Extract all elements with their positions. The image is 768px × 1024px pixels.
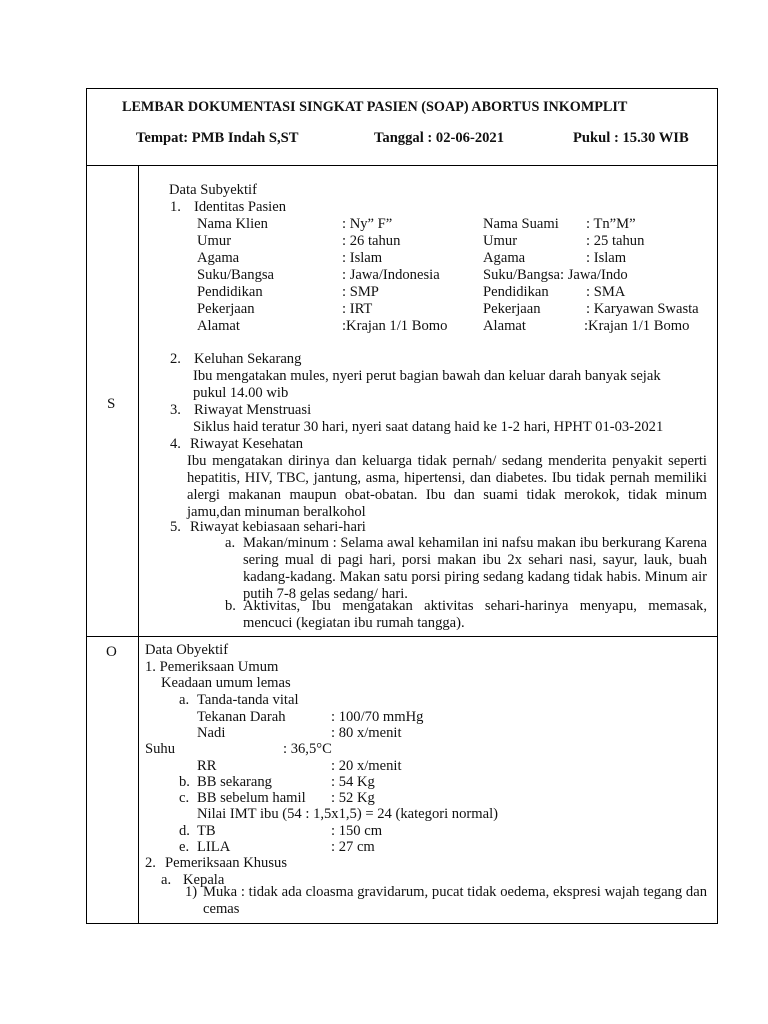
identitas-value: : Jawa/Indonesia: [342, 267, 440, 283]
bb-sekarang-label: BB sekarang: [197, 774, 272, 790]
pemeriksaan-khusus-title: Pemeriksaan Khusus: [165, 855, 288, 871]
o-label: O: [106, 644, 117, 660]
tempat-text: Tempat: PMB Indah S,ST: [136, 130, 299, 146]
identitas-value: : Islam: [342, 250, 383, 266]
column-divider: [138, 165, 139, 924]
identitas-key: Alamat: [483, 318, 526, 334]
nadi-label: Nadi: [197, 725, 226, 741]
keluhan-num: 2.: [170, 351, 181, 367]
identitas-key: Pekerjaan: [483, 301, 541, 317]
tekanan-darah-value: : 100/70 mmHg: [331, 709, 424, 725]
tekanan-darah-label: Tekanan Darah: [197, 709, 286, 725]
lila-label: LILA: [197, 839, 231, 855]
rr-label: RR: [197, 758, 217, 774]
suhu-label: Suhu: [145, 741, 176, 757]
suhu-value: : 36,5°C: [283, 741, 332, 757]
lila-value: : 27 cm: [331, 839, 375, 855]
identitas-value: : Tn”M”: [586, 216, 636, 232]
keluhan-title: Keluhan Sekarang: [194, 351, 302, 367]
aktivitas-label: b.: [225, 598, 236, 614]
identitas-key: Pendidikan: [197, 284, 263, 300]
identitas-value: : Ny” F”: [342, 216, 393, 232]
bb-sebelum-hamil-label: BB sebelum hamil: [197, 790, 306, 806]
table-border-bottom: [86, 923, 718, 924]
nadi-value: : 80 x/menit: [331, 725, 402, 741]
pemeriksaan-khusus-num: 2.: [145, 855, 156, 871]
table-border-top: [86, 88, 718, 89]
menstruasi-text: Siklus haid teratur 30 hari, nyeri saat datang haid ke 1-2 hari, HPHT 01-03-2021: [193, 419, 664, 435]
pemeriksaan-umum-title: 1. Pemeriksaan Umum: [145, 659, 279, 675]
bb-sebelum-hamil-marker: c.: [179, 790, 190, 806]
identitas-key: Alamat: [197, 318, 240, 334]
identitas-value: : 25 tahun: [586, 233, 645, 249]
document-title: LEMBAR DOKUMENTASI SINGKAT PASIEN (SOAP) ABORTUS INKOMPLIT: [122, 99, 628, 115]
imt-text: Nilai IMT ibu (54 : 1,5x1,5) = 24 (kategori normal): [197, 806, 498, 822]
identitas-key: Agama: [483, 250, 526, 266]
ttv-title: Tanda-tanda vital: [197, 692, 299, 708]
keluhan-line-2: pukul 14.00 wib: [193, 385, 289, 401]
identitas-key: Agama: [197, 250, 240, 266]
ttv-label: a.: [179, 692, 190, 708]
identitas-value: : 26 tahun: [342, 233, 401, 249]
kebiasaan-num: 5.: [170, 519, 181, 535]
identitas-value: : SMA: [586, 284, 626, 300]
menstruasi-title: Riwayat Menstruasi: [194, 402, 312, 418]
makan-paragraph: Makan/minum : Selama awal kehamilan ini nafsu makan ibu berkurang Karena sering mual di pagi hari, porsi makan ibu 2x sehari nasi, sayur, lauk, buah kadang-kadang. Makan satu porsi piring sedang kadang tidak habis. Minum air putih 7-8 gelas sedang/ hari.: [243, 535, 707, 602]
pukul-text: Pukul : 15.30 WIB: [573, 130, 689, 146]
identitas-num: 1.: [170, 199, 181, 215]
menstruasi-num: 3.: [170, 402, 181, 418]
s-label: S: [107, 396, 116, 412]
bb-sekarang-marker: b.: [179, 774, 190, 790]
kepala-title: Kepala: [183, 872, 225, 888]
rr-value: : 20 x/menit: [331, 758, 402, 774]
identitas-key: Umur: [197, 233, 232, 249]
identitas-key: Pendidikan: [483, 284, 549, 300]
header-divider: [86, 165, 718, 166]
identitas-value: : IRT: [342, 301, 373, 317]
bb-sekarang-value: : 54 Kg: [331, 774, 375, 790]
identitas-key: Suku/Bangsa: Jawa/Indo: [483, 267, 628, 283]
identitas-value: : Islam: [586, 250, 627, 266]
tb-label: TB: [197, 823, 216, 839]
tanggal-text: Tanggal : 02-06-2021: [374, 130, 505, 146]
makan-label: a.: [225, 535, 236, 551]
identitas-key: Umur: [483, 233, 518, 249]
kebiasaan-title: Riwayat kebiasaan sehari-hari: [190, 519, 366, 535]
identitas-key: Nama Suami: [483, 216, 559, 232]
bb-sebelum-hamil-value: : 52 Kg: [331, 790, 375, 806]
kesehatan-title: Riwayat Kesehatan: [190, 436, 304, 452]
kesehatan-num: 4.: [170, 436, 181, 452]
kesehatan-paragraph: Ibu mengatakan dirinya dan keluarga tidak pernah/ sedang menderita penyakit seperti hepatitis, HIV, TBC, jantung, asma, hipertensi, dan diabetes. Ibu tidak pernah memiliki alergi makanan maupun obat-obatan. Ibu dan suami tidak merokok, tidak minum jamu,dan minuman beralkohol: [187, 453, 707, 520]
keadaan-umum: Keadaan umum lemas: [161, 675, 291, 691]
identitas-key: Suku/Bangsa: [197, 267, 275, 283]
data-subyektif-heading: Data Subyektif: [169, 182, 257, 198]
identitas-value: : Karyawan Swasta: [586, 301, 699, 317]
identitas-title: Identitas Pasien: [194, 199, 287, 215]
identitas-key: Nama Klien: [197, 216, 268, 232]
data-obyektif-heading: Data Obyektif: [145, 642, 229, 658]
identitas-value: : SMP: [342, 284, 379, 300]
identitas-value: :Krajan 1/1 Bomo: [342, 318, 448, 334]
lila-marker: e.: [179, 839, 190, 855]
tb-marker: d.: [179, 823, 190, 839]
table-border-left: [86, 88, 87, 924]
identitas-key: Pekerjaan: [197, 301, 255, 317]
aktivitas-paragraph: Aktivitas, Ibu mengatakan aktivitas sehari-harinya menyapu, memasak, mencuci (kegiatan ibu rumah tangga).: [243, 598, 707, 631]
muka-marker: 1): [185, 884, 198, 900]
muka-paragraph: Muka : tidak ada cloasma gravidarum, pucat tidak oedema, ekspresi wajah tegang dan cemas: [203, 884, 707, 917]
kepala-marker: a.: [161, 872, 172, 888]
table-border-right: [717, 88, 718, 924]
keluhan-line-1: Ibu mengatakan mules, nyeri perut bagian bawah dan keluar darah banyak sejak: [193, 368, 661, 384]
tb-value: : 150 cm: [331, 823, 383, 839]
section-divider: [86, 636, 718, 637]
identitas-value: :Krajan 1/1 Bomo: [584, 318, 690, 334]
